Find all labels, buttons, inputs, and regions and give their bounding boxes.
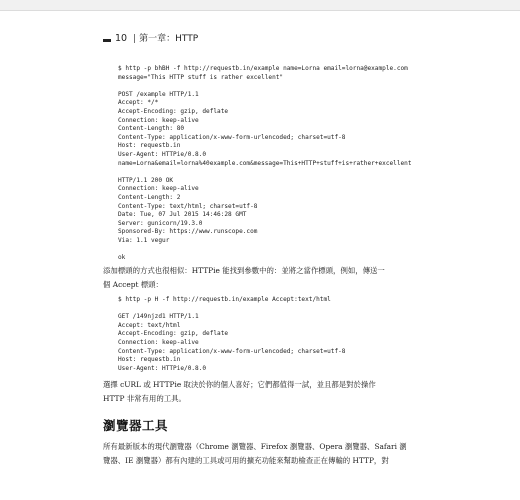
code-line: Accept-Encoding: gzip, deflate (118, 330, 229, 338)
code-line: GET /149njzd1 HTTP/1.1 (118, 313, 199, 321)
code-line (118, 168, 412, 177)
code-line: Content-Type: application/x-www-form-urlencoded; charset=utf-8 (118, 133, 346, 141)
code-block-post-example (118, 65, 412, 263)
paragraph-line: HTTP 非常有用的工具。 (103, 394, 186, 403)
running-header (103, 26, 198, 44)
code-line: User-Agent: HTTPie/0.8.0 (118, 150, 207, 158)
paragraph-browser-tools (103, 440, 418, 468)
code-block-accept-example (118, 296, 345, 373)
header-separator: | (133, 34, 137, 44)
paragraph-line: 添加標頭的方式也很相似：HTTPie 能找到參數中的：並將之當作標頭，例如，傳送一 (103, 266, 385, 275)
code-line: User-Agent: HTTPie/0.8.0 (118, 364, 207, 372)
header-rule (103, 39, 111, 42)
code-line: message="This HTTP stuff is rather excellent" (118, 73, 284, 81)
code-line: Server: gunicorn/19.3.0 (118, 219, 203, 227)
page-number: 10 (115, 33, 128, 44)
code-line: Accept-Encoding: gzip, deflate (118, 107, 229, 115)
code-line: Via: 1.1 vegur (118, 236, 170, 244)
section-heading: 瀏覽器工具 (103, 418, 169, 433)
code-line (118, 82, 412, 91)
code-line (118, 305, 345, 314)
code-line: Content-Length: 80 (118, 125, 185, 133)
paragraph-line: 個 Accept 標頭： (103, 280, 163, 289)
code-line: Content-Type: text/html; charset=utf-8 (118, 202, 258, 210)
paragraph-line: 覽器、IE 瀏覽器）都有內建的工具或可用的擴充功能來幫助檢查正在傳輸的 HTTP，對 (103, 456, 389, 465)
code-line: Content-Type: application/x-www-form-urlencoded; charset=utf-8 (118, 347, 346, 355)
paragraph-accept-header-intro (103, 264, 418, 292)
code-line: Date: Tue, 07 Jul 2015 14:46:28 GMT (118, 211, 247, 219)
code-line: Sponsored-By: https://www.runscope.com (118, 228, 258, 236)
code-line: Connection: keep-alive (118, 116, 199, 124)
code-line: Accept: */* (118, 99, 159, 107)
page-top-band (0, 0, 520, 11)
paragraph-line: 選擇 cURL 或 HTTPie 取決於你的個人喜好；它們都值得一試，並且都是對於操作 (103, 380, 376, 389)
code-line: ok (118, 254, 126, 262)
code-line: $ http -p H -f http://requestb.in/example Accept:text/html (118, 296, 331, 303)
code-line: POST /example HTTP/1.1 (118, 90, 199, 98)
code-line: $ http -p bhBH -f http://requestb.in/example name=Lorna email=lorna@example.com (118, 65, 408, 72)
paragraph-line: 所有最新版本的現代瀏覽器（Chrome 瀏覽器、Firefox 瀏覽器、Opera 瀏覽器、Safari 瀏 (103, 442, 407, 451)
code-line (118, 245, 412, 254)
code-line: HTTP/1.1 200 OK (118, 176, 174, 184)
code-line: Host: requestb.in (118, 356, 181, 364)
code-line: Accept: text/html (118, 321, 181, 329)
code-line: Connection: keep-alive (118, 338, 199, 346)
paragraph-tool-choice (103, 378, 418, 406)
code-line: name=Lorna&email=lorna%40example.com&message=This+HTTP+stuff+is+rather+excellent (118, 159, 412, 167)
chapter-title: 第一章：HTTP (139, 34, 199, 44)
code-line: Host: requestb.in (118, 142, 181, 150)
code-line: Content-Length: 2 (118, 193, 181, 201)
code-line: Connection: keep-alive (118, 185, 199, 193)
